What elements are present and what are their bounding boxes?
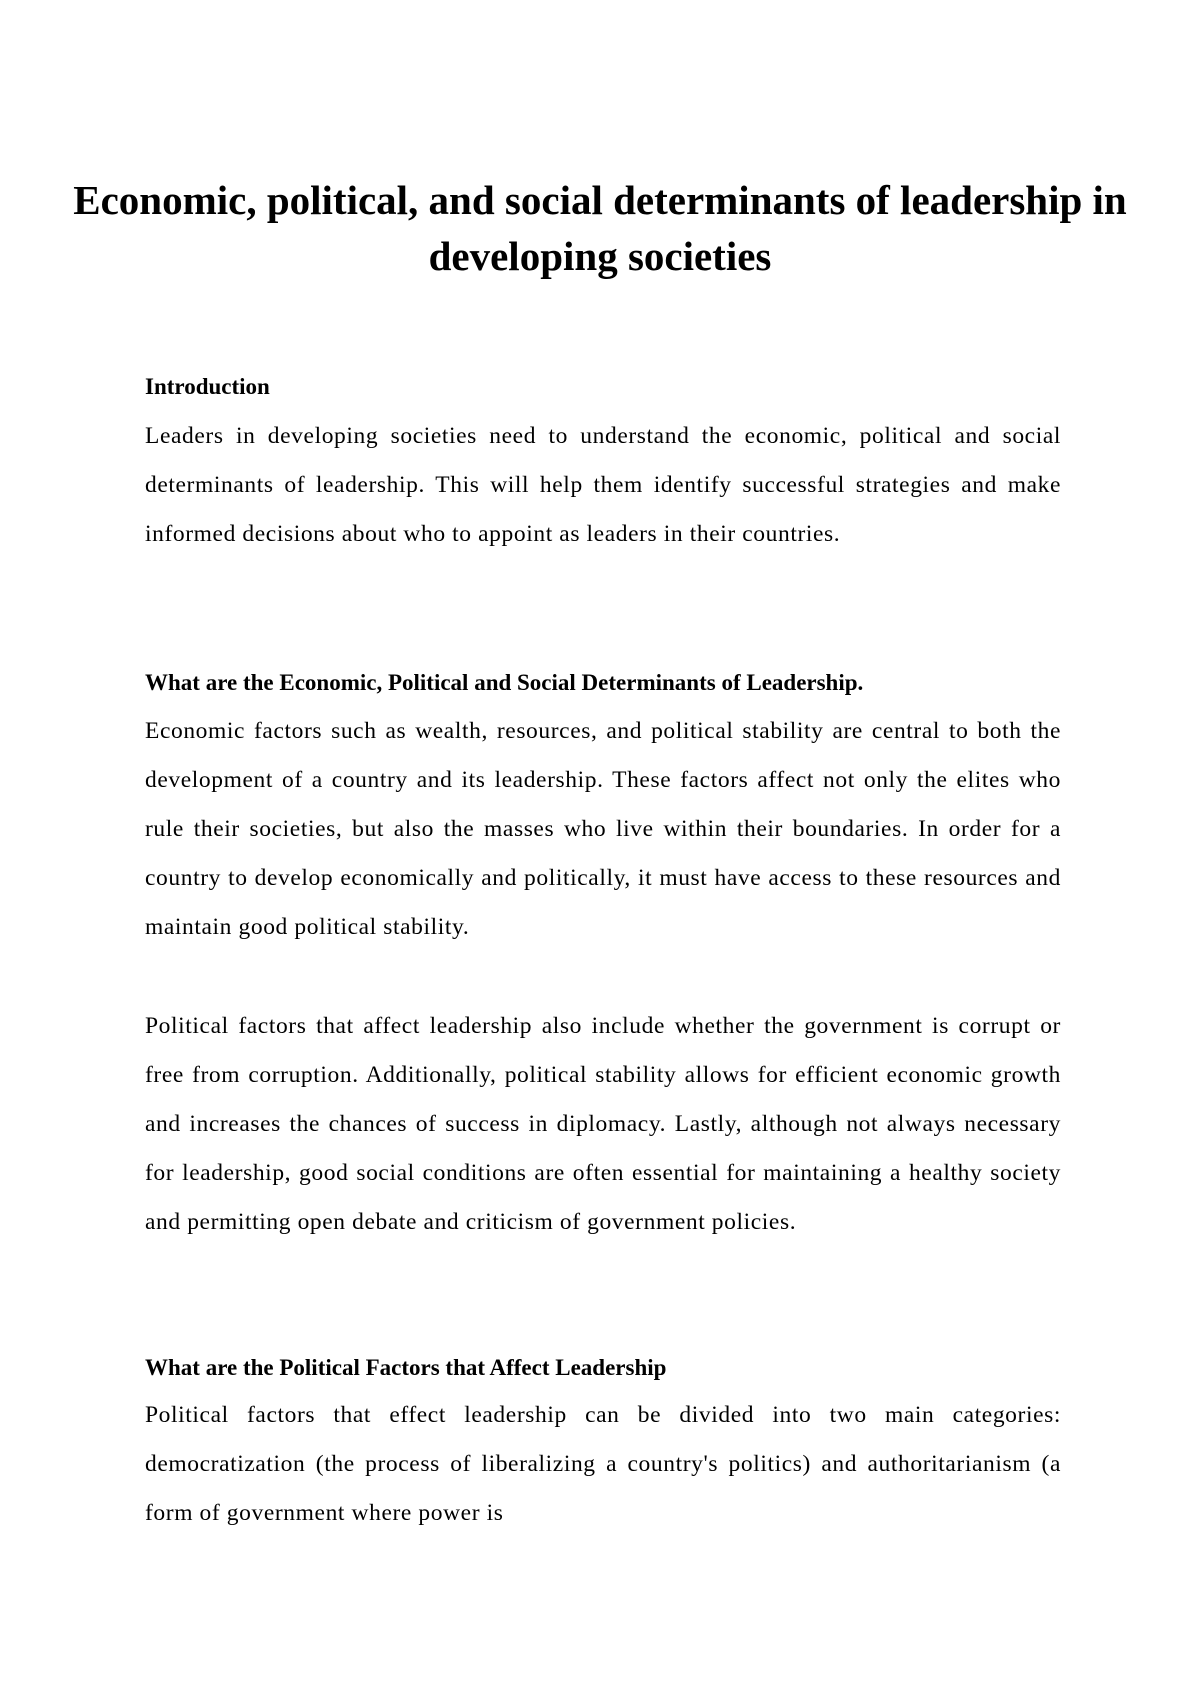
paragraph-economic-factors: Economic factors such as wealth, resources, and political stability are central to both the development of a country and its leadership. These factors affect not only the elites who rule their societies, but also the masses who live within their boundaries. In order for a country to develop economically and politically, it must have access to these resources and maintain good political stability. [145, 718, 1061, 940]
paragraph-political-factors: Political factors that affect leadership also include whether the government is corrupt or free from corruption. Additionally, political stability allows for efficient economic growth and increases the chances of success in diplomacy. Lastly, although not always necessary for leadership, good social conditions are often essential for maintaining a healthy society and permitting open debate and criticism of government policies. [145, 1013, 1061, 1235]
paragraph-political-categories: Political factors that effect leadership can be divided into two main categories: democratization (the process of liberalizing a country's politics) and authoritarianism (a form of government where power is [145, 1402, 1061, 1526]
section-heading-introduction: Introduction [145, 374, 270, 399]
document-title: Economic, political, and social determinants of leadership in developing societies [73, 177, 1127, 279]
paragraph-introduction: Leaders in developing societies need to understand the economic, political and social determinants of leadership. This will help them identify successful strategies and make informed decisions about who to appoint as leaders in their countries. [145, 423, 1061, 547]
section-heading-political-factors: What are the Political Factors that Affect Leadership [145, 1355, 667, 1380]
section-heading-determinants: What are the Economic, Political and Social Determinants of Leadership. [145, 670, 864, 695]
